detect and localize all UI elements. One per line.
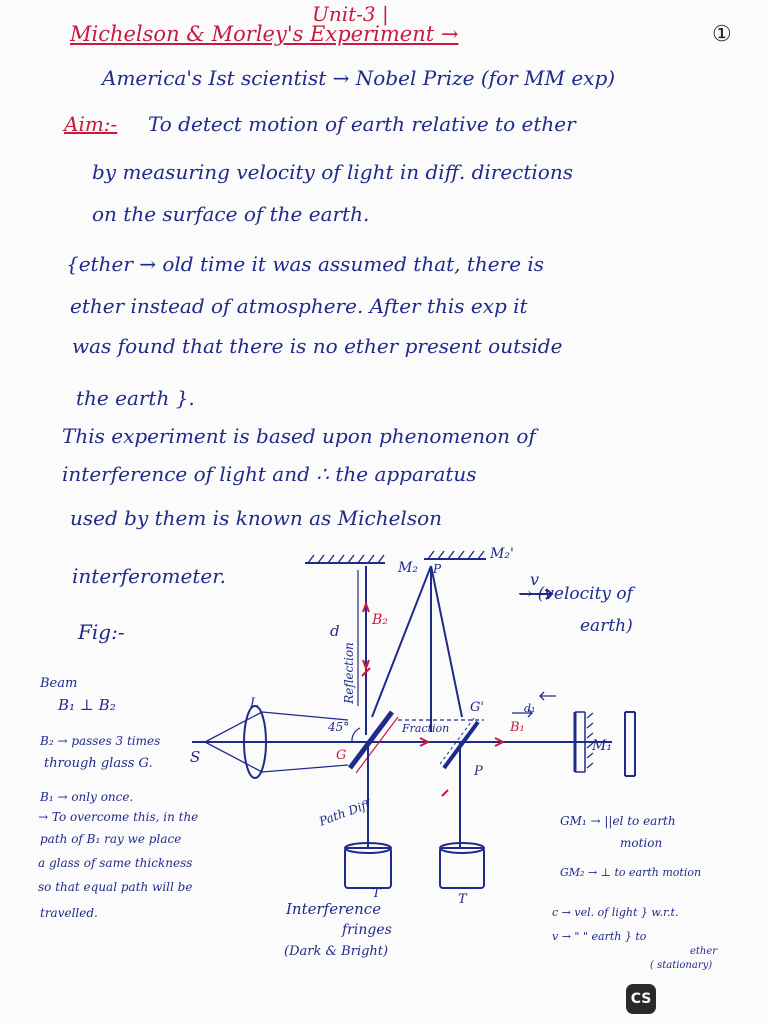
interference-label-3: (Dark & Bright) bbox=[284, 944, 389, 959]
side-note-1: B₂ → passes 3 times bbox=[40, 734, 161, 748]
label-d1: d₁ bbox=[524, 702, 536, 715]
right-note-gm1b: motion bbox=[620, 836, 663, 850]
right-note-c1: c → vel. of light } w.r.t. bbox=[552, 906, 679, 919]
aim-line-1: To detect motion of earth relative to ether bbox=[148, 112, 576, 136]
ether-line-4: the earth }. bbox=[76, 386, 195, 410]
beam-title: Beam bbox=[40, 676, 78, 691]
label-45-degree: 45° bbox=[328, 720, 350, 734]
side-note-2: through glass G. bbox=[44, 756, 153, 771]
side-note-6: a glass of same thickness bbox=[38, 856, 193, 870]
side-note-5: path of B₁ ray we place bbox=[40, 832, 182, 846]
side-note-3: B₁ → only once. bbox=[40, 790, 134, 804]
label-p-low: P bbox=[474, 764, 483, 779]
interference-label-1: Interference bbox=[286, 900, 382, 918]
experiment-line-3: used by them is known as Michelson bbox=[70, 506, 443, 530]
glass-plate-g bbox=[350, 712, 392, 768]
label-t1: T bbox=[372, 886, 381, 901]
experiment-line-4: interferometer. bbox=[72, 564, 226, 588]
label-m2-prime: M₂' bbox=[490, 546, 514, 562]
label-p-top: P bbox=[433, 562, 442, 576]
right-note-c3: ether bbox=[690, 946, 718, 957]
side-note-7: so that equal path will be bbox=[38, 880, 193, 894]
aim-label: Aim:- bbox=[64, 112, 118, 136]
intro-line: America's Ist scientist → Nobel Prize (for MM exp) bbox=[102, 66, 616, 90]
unit-label: Unit-3 | bbox=[312, 2, 389, 26]
experiment-line-1: This experiment is based upon phenomenon of bbox=[62, 424, 536, 448]
experiment-line-2: interference of light and ∴ the apparatus bbox=[62, 462, 477, 486]
label-b1: B₁ bbox=[510, 720, 525, 735]
label-m1: M₁ bbox=[592, 738, 612, 754]
label-s: S bbox=[190, 748, 201, 766]
label-path-diff: Path Diff bbox=[317, 797, 372, 829]
velocity-note-2: earth) bbox=[580, 616, 633, 636]
velocity-note-1: → (velocity of bbox=[518, 584, 633, 604]
beam-relation: B₁ ⊥ B₂ bbox=[58, 696, 116, 714]
label-reflection: Reflection bbox=[341, 642, 356, 704]
side-note-4: → To overcome this, in the bbox=[38, 810, 199, 824]
aim-line-3: on the surface of the earth. bbox=[92, 202, 370, 226]
velocity-symbol: v bbox=[530, 570, 540, 589]
label-l: L bbox=[250, 696, 259, 711]
label-d: d bbox=[330, 622, 340, 640]
page-title: Michelson & Morley's Experiment → bbox=[70, 22, 459, 46]
page-number: ① bbox=[712, 22, 732, 47]
ether-line-1: {ether → old time it was assumed that, there is bbox=[66, 252, 545, 276]
label-fraction: Fraction bbox=[402, 722, 450, 735]
label-g: G bbox=[336, 748, 347, 763]
right-note-gm1: GM₁ → ||el to earth bbox=[560, 814, 676, 828]
camscanner-badge: CS bbox=[626, 984, 656, 1014]
ether-line-2: ether instead of atmosphere. After this exp it bbox=[70, 294, 528, 318]
aim-line-2: by measuring velocity of light in diff. directions bbox=[92, 160, 573, 184]
ether-line-3: was found that there is no ether present outside bbox=[72, 334, 563, 358]
label-g-prime: G' bbox=[470, 700, 484, 715]
label-b2: B₂ bbox=[372, 612, 388, 628]
label-t2: T bbox=[458, 892, 467, 907]
right-note-gm2: GM₂ → ⊥ to earth motion bbox=[560, 866, 702, 879]
label-m2: M₂ bbox=[398, 560, 418, 576]
right-note-c2: v → " " earth } to bbox=[552, 930, 647, 943]
interference-label-2: fringes bbox=[342, 922, 392, 938]
side-note-8: travelled. bbox=[40, 906, 98, 920]
figure-label: Fig:- bbox=[78, 620, 125, 644]
right-note-c4: ( stationary) bbox=[650, 960, 713, 971]
